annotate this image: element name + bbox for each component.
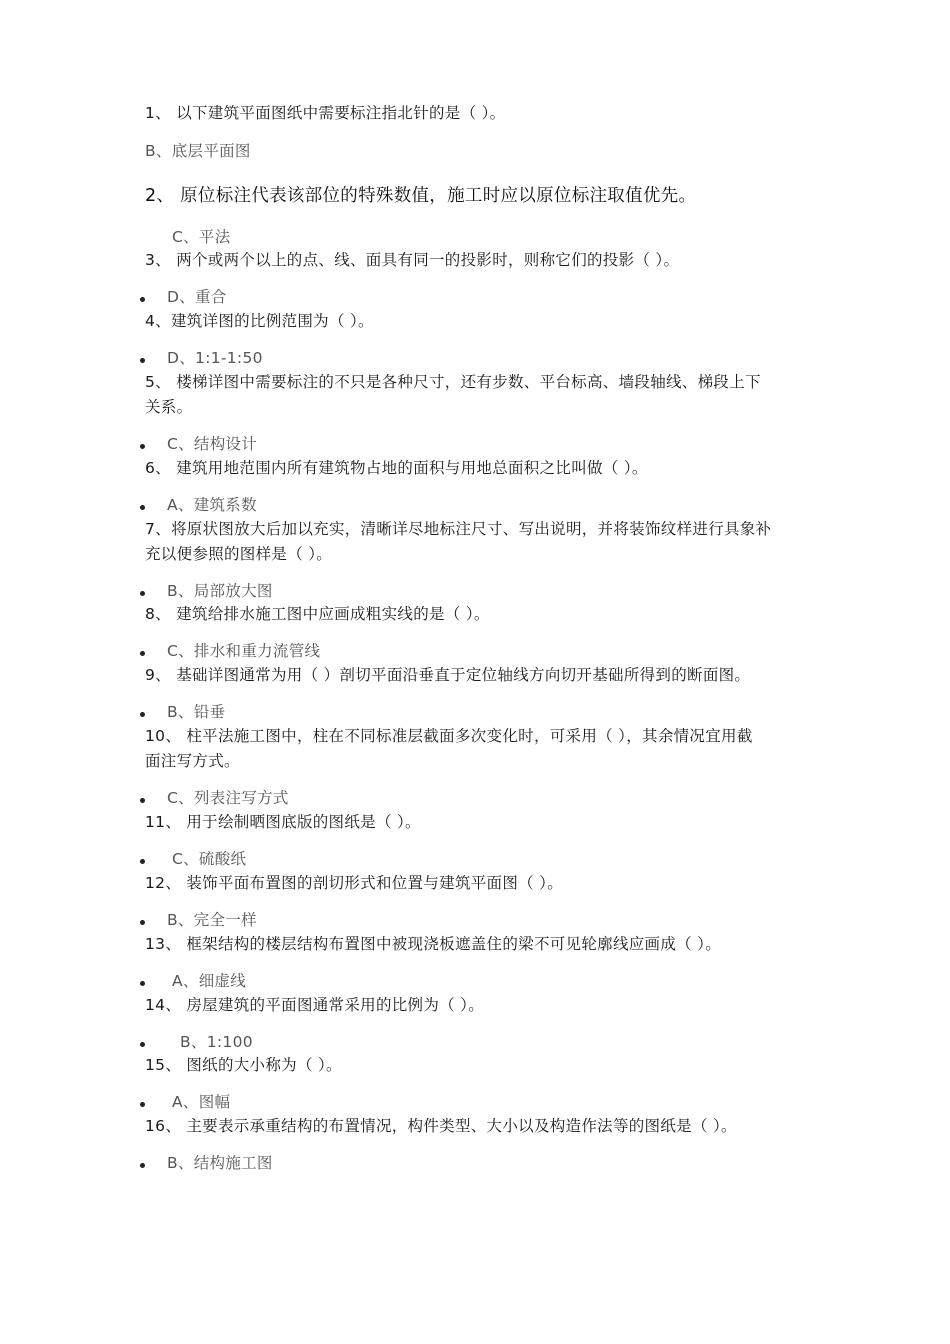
question-5-continued: 关系。 (145, 398, 193, 416)
answer-2: C、平法 (172, 228, 231, 246)
bullet-icon (140, 591, 145, 596)
answer-14: B、1:100 (180, 1033, 253, 1051)
question-7: 7、将原状图放大后加以充实，清晰详尽地标注尺寸、写出说明，并将装饰纹样进行具象补 (145, 520, 772, 538)
question-8: 8、 建筑给排水施工图中应画成粗实线的是（ ）。 (145, 605, 490, 623)
answer-7: B、局部放大图 (167, 582, 273, 600)
answer-10: C、列表注写方式 (167, 789, 289, 807)
bullet-icon (140, 1042, 145, 1047)
question-11: 11、 用于绘制晒图底版的图纸是（ ）。 (145, 813, 421, 831)
answer-12: B、完全一样 (167, 911, 257, 929)
bullet-icon (140, 981, 145, 986)
bullet-icon (140, 798, 145, 803)
question-12: 12、 装饰平面布置图的剖切形式和位置与建筑平面图（ ）。 (145, 874, 564, 892)
question-2: 2、 原位标注代表该部位的特殊数值，施工时应以原位标注取值优先。 (145, 186, 697, 206)
bullet-icon (140, 358, 145, 363)
bullet-icon (140, 651, 145, 656)
question-15: 15、 图纸的大小称为（ ）。 (145, 1056, 342, 1074)
answer-8: C、排水和重力流管线 (167, 642, 321, 660)
answer-1: B、底层平面图 (145, 142, 251, 160)
bullet-icon (140, 920, 145, 925)
bullet-icon (140, 444, 145, 449)
answer-6: A、建筑系数 (167, 496, 257, 514)
question-6: 6、 建筑用地范围内所有建筑物占地的面积与用地总面积之比叫做（ ）。 (145, 459, 648, 477)
answer-5: C、结构设计 (167, 435, 258, 453)
question-3: 3、 两个或两个以上的点、线、面具有同一的投影时，则称它们的投影（ ）。 (145, 251, 680, 269)
question-13: 13、 框架结构的楼层结构布置图中被现浇板遮盖住的梁不可见轮廓线应画成（ ）。 (145, 935, 722, 953)
question-10-continued: 面注写方式。 (145, 752, 240, 770)
question-16: 16、 主要表示承重结构的布置情况，构件类型、大小以及构造作法等的图纸是（ ）。 (145, 1117, 737, 1135)
question-5: 5、 楼梯详图中需要标注的不只是各种尺寸，还有步数、平台标高、墙段轴线、梯段上下 (145, 373, 761, 391)
question-4: 4、建筑详图的比例范围为（ ）。 (145, 312, 374, 330)
answer-9: B、铅垂 (167, 703, 226, 721)
bullet-icon (140, 1102, 145, 1107)
bullet-icon (140, 505, 145, 510)
question-10: 10、 柱平法施工图中，柱在不同标准层截面多次变化时，可采用（ ），其余情况宜用截 (145, 727, 753, 745)
bullet-icon (140, 859, 145, 864)
question-1: 1、 以下建筑平面图纸中需要标注指北针的是（ ）。 (145, 104, 506, 122)
question-7-continued: 充以便参照的图样是（ ）。 (145, 545, 333, 563)
bullet-icon (140, 1163, 145, 1168)
answer-13: A、细虚线 (172, 972, 247, 990)
answer-11: C、硫酸纸 (172, 850, 247, 868)
question-9: 9、 基础详图通常为用（ ）剖切平面沿垂直于定位轴线方向切开基础所得到的断面图。 (145, 666, 751, 684)
answer-15: A、图幅 (172, 1093, 231, 1111)
bullet-icon (140, 712, 145, 717)
answer-3: D、重合 (167, 288, 227, 306)
bullet-icon (140, 297, 145, 302)
answer-4: D、1:1-1:50 (167, 349, 263, 367)
answer-16: B、结构施工图 (167, 1154, 273, 1172)
question-14: 14、 房屋建筑的平面图通常采用的比例为（ ）。 (145, 996, 485, 1014)
